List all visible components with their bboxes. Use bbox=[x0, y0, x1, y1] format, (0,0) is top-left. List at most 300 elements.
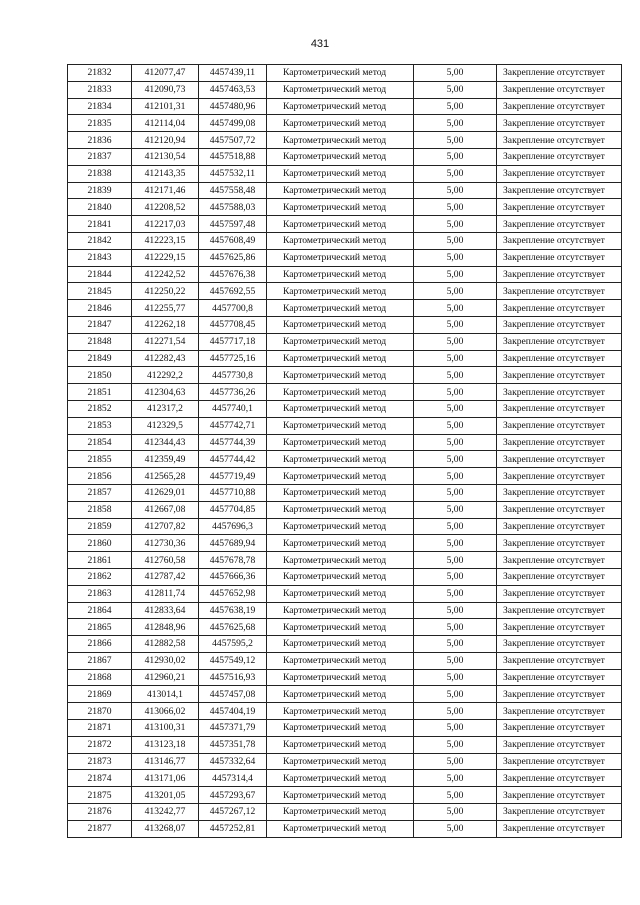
fixation-cell: Закрепление отсутствует bbox=[497, 451, 622, 468]
accuracy-cell: 5,00 bbox=[414, 148, 497, 165]
accuracy-cell: 5,00 bbox=[414, 501, 497, 518]
fixation-cell: Закрепление отсутствует bbox=[497, 686, 622, 703]
accuracy-cell: 5,00 bbox=[414, 451, 497, 468]
table-row bbox=[68, 804, 622, 821]
x-coordinate-cell: 412292,2 bbox=[132, 367, 199, 384]
table-row bbox=[68, 770, 622, 787]
y-coordinate-cell: 4457439,11 bbox=[199, 65, 267, 82]
point-number-cell: 21856 bbox=[68, 468, 132, 485]
point-number-cell: 21851 bbox=[68, 384, 132, 401]
point-number-cell: 21855 bbox=[68, 451, 132, 468]
fixation-cell: Закрепление отсутствует bbox=[497, 81, 622, 98]
table-row bbox=[68, 468, 622, 485]
x-coordinate-cell: 412833,64 bbox=[132, 602, 199, 619]
table-row bbox=[68, 552, 622, 569]
point-number-cell: 21840 bbox=[68, 199, 132, 216]
fixation-cell: Закрепление отсутствует bbox=[497, 417, 622, 434]
accuracy-cell: 5,00 bbox=[414, 300, 497, 317]
y-coordinate-cell: 4457332,64 bbox=[199, 753, 267, 770]
method-cell: Картометрический метод bbox=[267, 283, 414, 300]
accuracy-cell: 5,00 bbox=[414, 400, 497, 417]
y-coordinate-cell: 4457652,98 bbox=[199, 585, 267, 602]
fixation-cell: Закрепление отсутствует bbox=[497, 367, 622, 384]
y-coordinate-cell: 4457666,36 bbox=[199, 568, 267, 585]
accuracy-cell: 5,00 bbox=[414, 249, 497, 266]
x-coordinate-cell: 412171,46 bbox=[132, 182, 199, 199]
fixation-cell: Закрепление отсутствует bbox=[497, 669, 622, 686]
accuracy-cell: 5,00 bbox=[414, 182, 497, 199]
y-coordinate-cell: 4457725,16 bbox=[199, 350, 267, 367]
method-cell: Картометрический метод bbox=[267, 518, 414, 535]
fixation-cell: Закрепление отсутствует bbox=[497, 300, 622, 317]
method-cell: Картометрический метод bbox=[267, 65, 414, 82]
y-coordinate-cell: 4457404,19 bbox=[199, 703, 267, 720]
x-coordinate-cell: 412359,49 bbox=[132, 451, 199, 468]
y-coordinate-cell: 4457252,81 bbox=[199, 820, 267, 837]
x-coordinate-cell: 412329,5 bbox=[132, 417, 199, 434]
accuracy-cell: 5,00 bbox=[414, 468, 497, 485]
method-cell: Картометрический метод bbox=[267, 568, 414, 585]
method-cell: Картометрический метод bbox=[267, 132, 414, 149]
fixation-cell: Закрепление отсутствует bbox=[497, 350, 622, 367]
point-number-cell: 21849 bbox=[68, 350, 132, 367]
accuracy-cell: 5,00 bbox=[414, 216, 497, 233]
fixation-cell: Закрепление отсутствует bbox=[497, 199, 622, 216]
x-coordinate-cell: 412271,54 bbox=[132, 333, 199, 350]
accuracy-cell: 5,00 bbox=[414, 98, 497, 115]
y-coordinate-cell: 4457608,49 bbox=[199, 232, 267, 249]
accuracy-cell: 5,00 bbox=[414, 434, 497, 451]
method-cell: Картометрический метод bbox=[267, 417, 414, 434]
method-cell: Картометрический метод bbox=[267, 484, 414, 501]
x-coordinate-cell: 412130,54 bbox=[132, 148, 199, 165]
accuracy-cell: 5,00 bbox=[414, 552, 497, 569]
x-coordinate-cell: 413242,77 bbox=[132, 804, 199, 821]
table-row bbox=[68, 652, 622, 669]
method-cell: Картометрический метод bbox=[267, 468, 414, 485]
fixation-cell: Закрепление отсутствует bbox=[497, 568, 622, 585]
method-cell: Картометрический метод bbox=[267, 434, 414, 451]
accuracy-cell: 5,00 bbox=[414, 65, 497, 82]
y-coordinate-cell: 4457708,45 bbox=[199, 316, 267, 333]
method-cell: Картометрический метод bbox=[267, 602, 414, 619]
table-row bbox=[68, 132, 622, 149]
accuracy-cell: 5,00 bbox=[414, 585, 497, 602]
y-coordinate-cell: 4457480,96 bbox=[199, 98, 267, 115]
fixation-cell: Закрепление отсутствует bbox=[497, 636, 622, 653]
point-number-cell: 21841 bbox=[68, 216, 132, 233]
fixation-cell: Закрепление отсутствует bbox=[497, 552, 622, 569]
point-number-cell: 21850 bbox=[68, 367, 132, 384]
method-cell: Картометрический метод bbox=[267, 619, 414, 636]
y-coordinate-cell: 4457625,68 bbox=[199, 619, 267, 636]
point-number-cell: 21877 bbox=[68, 820, 132, 837]
table-row bbox=[68, 232, 622, 249]
accuracy-cell: 5,00 bbox=[414, 283, 497, 300]
y-coordinate-cell: 4457588,03 bbox=[199, 199, 267, 216]
accuracy-cell: 5,00 bbox=[414, 535, 497, 552]
point-number-cell: 21865 bbox=[68, 619, 132, 636]
method-cell: Картометрический метод bbox=[267, 787, 414, 804]
y-coordinate-cell: 4457730,8 bbox=[199, 367, 267, 384]
accuracy-cell: 5,00 bbox=[414, 787, 497, 804]
y-coordinate-cell: 4457689,94 bbox=[199, 535, 267, 552]
point-number-cell: 21867 bbox=[68, 652, 132, 669]
table-row bbox=[68, 316, 622, 333]
accuracy-cell: 5,00 bbox=[414, 720, 497, 737]
table-row bbox=[68, 669, 622, 686]
y-coordinate-cell: 4457696,3 bbox=[199, 518, 267, 535]
table-row bbox=[68, 249, 622, 266]
y-coordinate-cell: 4457742,71 bbox=[199, 417, 267, 434]
method-cell: Картометрический метод bbox=[267, 316, 414, 333]
accuracy-cell: 5,00 bbox=[414, 115, 497, 132]
fixation-cell: Закрепление отсутствует bbox=[497, 182, 622, 199]
fixation-cell: Закрепление отсутствует bbox=[497, 820, 622, 837]
table-row bbox=[68, 165, 622, 182]
method-cell: Картометрический метод bbox=[267, 736, 414, 753]
point-number-cell: 21875 bbox=[68, 787, 132, 804]
accuracy-cell: 5,00 bbox=[414, 518, 497, 535]
table-row bbox=[68, 367, 622, 384]
x-coordinate-cell: 413201,05 bbox=[132, 787, 199, 804]
x-coordinate-cell: 412077,47 bbox=[132, 65, 199, 82]
table-row bbox=[68, 65, 622, 82]
point-number-cell: 21853 bbox=[68, 417, 132, 434]
fixation-cell: Закрепление отсутствует bbox=[497, 266, 622, 283]
table-row bbox=[68, 703, 622, 720]
table-row bbox=[68, 619, 622, 636]
accuracy-cell: 5,00 bbox=[414, 652, 497, 669]
fixation-cell: Закрепление отсутствует bbox=[497, 283, 622, 300]
y-coordinate-cell: 4457371,79 bbox=[199, 720, 267, 737]
point-number-cell: 21866 bbox=[68, 636, 132, 653]
x-coordinate-cell: 413014,1 bbox=[132, 686, 199, 703]
accuracy-cell: 5,00 bbox=[414, 568, 497, 585]
accuracy-cell: 5,00 bbox=[414, 316, 497, 333]
fixation-cell: Закрепление отсутствует bbox=[497, 703, 622, 720]
x-coordinate-cell: 412229,15 bbox=[132, 249, 199, 266]
x-coordinate-cell: 412090,73 bbox=[132, 81, 199, 98]
accuracy-cell: 5,00 bbox=[414, 602, 497, 619]
x-coordinate-cell: 412930,02 bbox=[132, 652, 199, 669]
x-coordinate-cell: 412114,04 bbox=[132, 115, 199, 132]
y-coordinate-cell: 4457625,86 bbox=[199, 249, 267, 266]
accuracy-cell: 5,00 bbox=[414, 232, 497, 249]
method-cell: Картометрический метод bbox=[267, 501, 414, 518]
accuracy-cell: 5,00 bbox=[414, 619, 497, 636]
y-coordinate-cell: 4457678,78 bbox=[199, 552, 267, 569]
point-number-cell: 21870 bbox=[68, 703, 132, 720]
x-coordinate-cell: 412143,35 bbox=[132, 165, 199, 182]
method-cell: Картометрический метод bbox=[267, 669, 414, 686]
fixation-cell: Закрепление отсутствует bbox=[497, 115, 622, 132]
method-cell: Картометрический метод bbox=[267, 720, 414, 737]
point-number-cell: 21859 bbox=[68, 518, 132, 535]
fixation-cell: Закрепление отсутствует bbox=[497, 518, 622, 535]
table-row bbox=[68, 81, 622, 98]
point-number-cell: 21874 bbox=[68, 770, 132, 787]
accuracy-cell: 5,00 bbox=[414, 367, 497, 384]
point-number-cell: 21845 bbox=[68, 283, 132, 300]
fixation-cell: Закрепление отсутствует bbox=[497, 216, 622, 233]
method-cell: Картометрический метод bbox=[267, 686, 414, 703]
accuracy-cell: 5,00 bbox=[414, 165, 497, 182]
y-coordinate-cell: 4457532,11 bbox=[199, 165, 267, 182]
method-cell: Картометрический метод bbox=[267, 535, 414, 552]
method-cell: Картометрический метод bbox=[267, 266, 414, 283]
x-coordinate-cell: 412787,42 bbox=[132, 568, 199, 585]
point-number-cell: 21868 bbox=[68, 669, 132, 686]
fixation-cell: Закрепление отсутствует bbox=[497, 316, 622, 333]
point-number-cell: 21854 bbox=[68, 434, 132, 451]
table-row bbox=[68, 820, 622, 837]
y-coordinate-cell: 4457516,93 bbox=[199, 669, 267, 686]
fixation-cell: Закрепление отсутствует bbox=[497, 585, 622, 602]
method-cell: Картометрический метод bbox=[267, 98, 414, 115]
accuracy-cell: 5,00 bbox=[414, 81, 497, 98]
x-coordinate-cell: 412848,96 bbox=[132, 619, 199, 636]
table-row bbox=[68, 720, 622, 737]
table-row bbox=[68, 602, 622, 619]
y-coordinate-cell: 4457499,08 bbox=[199, 115, 267, 132]
point-number-cell: 21871 bbox=[68, 720, 132, 737]
x-coordinate-cell: 412242,52 bbox=[132, 266, 199, 283]
point-number-cell: 21847 bbox=[68, 316, 132, 333]
fixation-cell: Закрепление отсутствует bbox=[497, 249, 622, 266]
table-row bbox=[68, 518, 622, 535]
method-cell: Картометрический метод bbox=[267, 636, 414, 653]
x-coordinate-cell: 412565,28 bbox=[132, 468, 199, 485]
accuracy-cell: 5,00 bbox=[414, 753, 497, 770]
x-coordinate-cell: 412208,52 bbox=[132, 199, 199, 216]
accuracy-cell: 5,00 bbox=[414, 804, 497, 821]
y-coordinate-cell: 4457719,49 bbox=[199, 468, 267, 485]
x-coordinate-cell: 413268,07 bbox=[132, 820, 199, 837]
fixation-cell: Закрепление отсутствует bbox=[497, 468, 622, 485]
table-row bbox=[68, 266, 622, 283]
coordinates-table bbox=[67, 64, 622, 838]
fixation-cell: Закрепление отсутствует bbox=[497, 535, 622, 552]
x-coordinate-cell: 412730,36 bbox=[132, 535, 199, 552]
method-cell: Картометрический метод bbox=[267, 216, 414, 233]
point-number-cell: 21873 bbox=[68, 753, 132, 770]
x-coordinate-cell: 412629,01 bbox=[132, 484, 199, 501]
x-coordinate-cell: 413171,06 bbox=[132, 770, 199, 787]
table-row bbox=[68, 568, 622, 585]
point-number-cell: 21832 bbox=[68, 65, 132, 82]
method-cell: Картометрический метод bbox=[267, 703, 414, 720]
method-cell: Картометрический метод bbox=[267, 350, 414, 367]
accuracy-cell: 5,00 bbox=[414, 736, 497, 753]
point-number-cell: 21876 bbox=[68, 804, 132, 821]
method-cell: Картометрический метод bbox=[267, 384, 414, 401]
x-coordinate-cell: 412282,43 bbox=[132, 350, 199, 367]
table-row bbox=[68, 501, 622, 518]
method-cell: Картометрический метод bbox=[267, 249, 414, 266]
x-coordinate-cell: 412223,15 bbox=[132, 232, 199, 249]
y-coordinate-cell: 4457744,39 bbox=[199, 434, 267, 451]
y-coordinate-cell: 4457351,78 bbox=[199, 736, 267, 753]
method-cell: Картометрический метод bbox=[267, 820, 414, 837]
method-cell: Картометрический метод bbox=[267, 148, 414, 165]
accuracy-cell: 5,00 bbox=[414, 417, 497, 434]
table-row bbox=[68, 333, 622, 350]
method-cell: Картометрический метод bbox=[267, 300, 414, 317]
method-cell: Картометрический метод bbox=[267, 652, 414, 669]
table-row bbox=[68, 736, 622, 753]
table-row bbox=[68, 585, 622, 602]
fixation-cell: Закрепление отсутствует bbox=[497, 384, 622, 401]
method-cell: Картометрический метод bbox=[267, 552, 414, 569]
fixation-cell: Закрепление отсутствует bbox=[497, 720, 622, 737]
accuracy-cell: 5,00 bbox=[414, 703, 497, 720]
y-coordinate-cell: 4457676,38 bbox=[199, 266, 267, 283]
point-number-cell: 21848 bbox=[68, 333, 132, 350]
table-row bbox=[68, 686, 622, 703]
table-row bbox=[68, 753, 622, 770]
y-coordinate-cell: 4457549,12 bbox=[199, 652, 267, 669]
fixation-cell: Закрепление отсутствует bbox=[497, 787, 622, 804]
x-coordinate-cell: 412101,31 bbox=[132, 98, 199, 115]
coordinates-table-body bbox=[68, 65, 622, 838]
accuracy-cell: 5,00 bbox=[414, 384, 497, 401]
table-row bbox=[68, 216, 622, 233]
y-coordinate-cell: 4457507,72 bbox=[199, 132, 267, 149]
fixation-cell: Закрепление отсутствует bbox=[497, 98, 622, 115]
fixation-cell: Закрепление отсутствует bbox=[497, 619, 622, 636]
accuracy-cell: 5,00 bbox=[414, 333, 497, 350]
table-row bbox=[68, 535, 622, 552]
fixation-cell: Закрепление отсутствует bbox=[497, 753, 622, 770]
fixation-cell: Закрепление отсутствует bbox=[497, 148, 622, 165]
table-row bbox=[68, 787, 622, 804]
fixation-cell: Закрепление отсутствует bbox=[497, 65, 622, 82]
accuracy-cell: 5,00 bbox=[414, 820, 497, 837]
fixation-cell: Закрепление отсутствует bbox=[497, 736, 622, 753]
method-cell: Картометрический метод bbox=[267, 804, 414, 821]
point-number-cell: 21846 bbox=[68, 300, 132, 317]
y-coordinate-cell: 4457638,19 bbox=[199, 602, 267, 619]
point-number-cell: 21839 bbox=[68, 182, 132, 199]
method-cell: Картометрический метод bbox=[267, 400, 414, 417]
y-coordinate-cell: 4457736,26 bbox=[199, 384, 267, 401]
x-coordinate-cell: 412667,08 bbox=[132, 501, 199, 518]
table-row bbox=[68, 300, 622, 317]
page-number: 431 bbox=[310, 38, 330, 50]
x-coordinate-cell: 412250,22 bbox=[132, 283, 199, 300]
point-number-cell: 21836 bbox=[68, 132, 132, 149]
fixation-cell: Закрепление отсутствует bbox=[497, 400, 622, 417]
y-coordinate-cell: 4457744,42 bbox=[199, 451, 267, 468]
point-number-cell: 21838 bbox=[68, 165, 132, 182]
fixation-cell: Закрепление отсутствует bbox=[497, 232, 622, 249]
point-number-cell: 21852 bbox=[68, 400, 132, 417]
method-cell: Картометрический метод bbox=[267, 770, 414, 787]
method-cell: Картометрический метод bbox=[267, 451, 414, 468]
fixation-cell: Закрепление отсутствует bbox=[497, 132, 622, 149]
fixation-cell: Закрепление отсутствует bbox=[497, 333, 622, 350]
x-coordinate-cell: 412255,77 bbox=[132, 300, 199, 317]
accuracy-cell: 5,00 bbox=[414, 132, 497, 149]
table-row bbox=[68, 350, 622, 367]
y-coordinate-cell: 4457717,18 bbox=[199, 333, 267, 350]
table-row bbox=[68, 283, 622, 300]
y-coordinate-cell: 4457293,67 bbox=[199, 787, 267, 804]
table-row bbox=[68, 115, 622, 132]
table-row bbox=[68, 400, 622, 417]
x-coordinate-cell: 412120,94 bbox=[132, 132, 199, 149]
method-cell: Картометрический метод bbox=[267, 333, 414, 350]
point-number-cell: 21869 bbox=[68, 686, 132, 703]
y-coordinate-cell: 4457518,88 bbox=[199, 148, 267, 165]
fixation-cell: Закрепление отсутствует bbox=[497, 804, 622, 821]
y-coordinate-cell: 4457740,1 bbox=[199, 400, 267, 417]
accuracy-cell: 5,00 bbox=[414, 686, 497, 703]
method-cell: Картометрический метод bbox=[267, 753, 414, 770]
x-coordinate-cell: 412217,03 bbox=[132, 216, 199, 233]
method-cell: Картометрический метод bbox=[267, 199, 414, 216]
method-cell: Картометрический метод bbox=[267, 232, 414, 249]
point-number-cell: 21835 bbox=[68, 115, 132, 132]
table-row bbox=[68, 417, 622, 434]
point-number-cell: 21842 bbox=[68, 232, 132, 249]
accuracy-cell: 5,00 bbox=[414, 266, 497, 283]
x-coordinate-cell: 413146,77 bbox=[132, 753, 199, 770]
method-cell: Картометрический метод bbox=[267, 81, 414, 98]
point-number-cell: 21860 bbox=[68, 535, 132, 552]
table-row bbox=[68, 451, 622, 468]
table-row bbox=[68, 199, 622, 216]
table-row bbox=[68, 98, 622, 115]
x-coordinate-cell: 412262,18 bbox=[132, 316, 199, 333]
fixation-cell: Закрепление отсутствует bbox=[497, 770, 622, 787]
point-number-cell: 21863 bbox=[68, 585, 132, 602]
method-cell: Картометрический метод bbox=[267, 115, 414, 132]
table-row bbox=[68, 384, 622, 401]
x-coordinate-cell: 412304,63 bbox=[132, 384, 199, 401]
y-coordinate-cell: 4457457,08 bbox=[199, 686, 267, 703]
y-coordinate-cell: 4457692,55 bbox=[199, 283, 267, 300]
fixation-cell: Закрепление отсутствует bbox=[497, 501, 622, 518]
x-coordinate-cell: 412317,2 bbox=[132, 400, 199, 417]
point-number-cell: 21844 bbox=[68, 266, 132, 283]
accuracy-cell: 5,00 bbox=[414, 350, 497, 367]
point-number-cell: 21861 bbox=[68, 552, 132, 569]
y-coordinate-cell: 4457463,53 bbox=[199, 81, 267, 98]
accuracy-cell: 5,00 bbox=[414, 199, 497, 216]
y-coordinate-cell: 4457710,88 bbox=[199, 484, 267, 501]
y-coordinate-cell: 4457597,48 bbox=[199, 216, 267, 233]
fixation-cell: Закрепление отсутствует bbox=[497, 602, 622, 619]
x-coordinate-cell: 412707,82 bbox=[132, 518, 199, 535]
x-coordinate-cell: 412760,58 bbox=[132, 552, 199, 569]
point-number-cell: 21858 bbox=[68, 501, 132, 518]
method-cell: Картометрический метод bbox=[267, 367, 414, 384]
x-coordinate-cell: 413123,18 bbox=[132, 736, 199, 753]
table-row bbox=[68, 148, 622, 165]
point-number-cell: 21864 bbox=[68, 602, 132, 619]
fixation-cell: Закрепление отсутствует bbox=[497, 484, 622, 501]
fixation-cell: Закрепление отсутствует bbox=[497, 434, 622, 451]
table-row bbox=[68, 484, 622, 501]
point-number-cell: 21862 bbox=[68, 568, 132, 585]
method-cell: Картометрический метод bbox=[267, 165, 414, 182]
y-coordinate-cell: 4457267,12 bbox=[199, 804, 267, 821]
accuracy-cell: 5,00 bbox=[414, 636, 497, 653]
point-number-cell: 21837 bbox=[68, 148, 132, 165]
method-cell: Картометрический метод bbox=[267, 182, 414, 199]
